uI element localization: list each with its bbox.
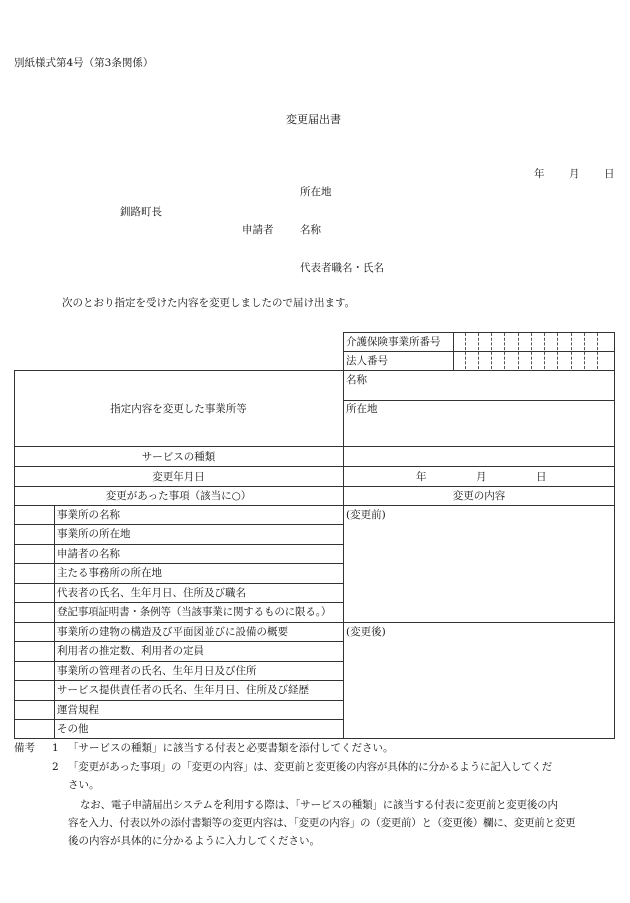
item-row-12: その他 — [57, 723, 89, 735]
remarks-paragraph-line-1: なお、電子申請届出システムを利用する際は、「サービスの種類」に該当する付表に変更前と変更後の内 — [80, 799, 558, 811]
item-row-10: サービス提供責任者の氏名、生年月日、住所及び経歴 — [57, 684, 309, 696]
remarks-text-2a: 「変更があった事項」の「変更の内容」は、変更前と変更後の内容が具体的に分かるように記入してくだ — [68, 761, 552, 773]
date-year-label: 年 — [534, 168, 545, 180]
applicant-address-label: 所在地 — [300, 186, 332, 198]
service-type-label: サービスの種類 — [141, 451, 216, 463]
item-row-3: 申請者の名称 — [57, 548, 120, 560]
date-day-label: 日 — [604, 168, 615, 180]
item-row-9: 事業所の管理者の氏名、生年月日及び住所 — [57, 665, 257, 677]
after-change-label: (変更後) — [346, 626, 386, 638]
office-name-label: 名称 — [346, 374, 367, 386]
applicant-label: 申請者 — [242, 224, 274, 236]
item-row-8: 利用者の推定数、利用者の定員 — [57, 645, 204, 657]
remarks-paragraph-line-2: 容を入力、付表以外の添付書類等の変更内容は、「変更の内容」の（変更前）と（変更後）欄に、変更前と変更 — [68, 817, 576, 829]
remarks-label: 備考 — [14, 742, 35, 754]
item-row-5: 代表者の氏名、生年月日、住所及び職名 — [57, 587, 246, 599]
before-change-label: (変更前) — [346, 509, 386, 521]
representative-label: 代表者職名・氏名 — [300, 262, 384, 274]
item-row-7: 事業所の建物の構造及び平面図並びに設備の概要 — [57, 626, 288, 638]
item-row-2: 事業所の所在地 — [57, 528, 131, 540]
remarks-number-2: 2 — [52, 761, 59, 773]
item-row-4: 主たる事務所の所在地 — [57, 567, 162, 579]
change-date-day: 日 — [536, 471, 547, 483]
remarks-text-2b: さい。 — [68, 779, 100, 791]
date-month-label: 月 — [569, 168, 580, 180]
corporate-number-label: 法人番号 — [346, 355, 388, 367]
change-date-year: 年 — [416, 471, 427, 483]
change-content-header: 変更の内容 — [452, 490, 506, 502]
remarks-text-1: 「サービスの種類」に該当する付表と必要書類を添付してください。 — [68, 742, 394, 754]
remarks-number-1: 1 — [52, 742, 59, 754]
care-insurance-number-label: 介護保険事業所番号 — [346, 336, 441, 348]
remarks-paragraph-line-3: 後の内容が具体的に分かるように入力してください。 — [68, 835, 320, 847]
change-date-label: 変更年月日 — [152, 471, 205, 483]
office-address-label: 所在地 — [346, 403, 378, 415]
item-row-1: 事業所の名称 — [57, 509, 120, 521]
change-date-month: 月 — [476, 471, 487, 483]
intro-text: 次のとおり指定を受けた内容を変更しましたので届け出ます。 — [62, 297, 356, 309]
page-title: 変更届出書 — [286, 113, 341, 126]
item-row-11: 運営規程 — [57, 704, 99, 716]
form-number: 別紙様式第4号（第3条関係） — [14, 57, 154, 69]
item-row-6: 登記事項証明書・条例等（当該事業に関するものに限る。） — [57, 606, 332, 618]
changed-items-header: 変更があった事項（該当に○） — [105, 490, 252, 502]
addressee: 釧路町長 — [120, 206, 162, 218]
changed-office-label: 指定内容を変更した事業所等 — [110, 403, 247, 415]
applicant-name-label: 名称 — [300, 224, 321, 236]
